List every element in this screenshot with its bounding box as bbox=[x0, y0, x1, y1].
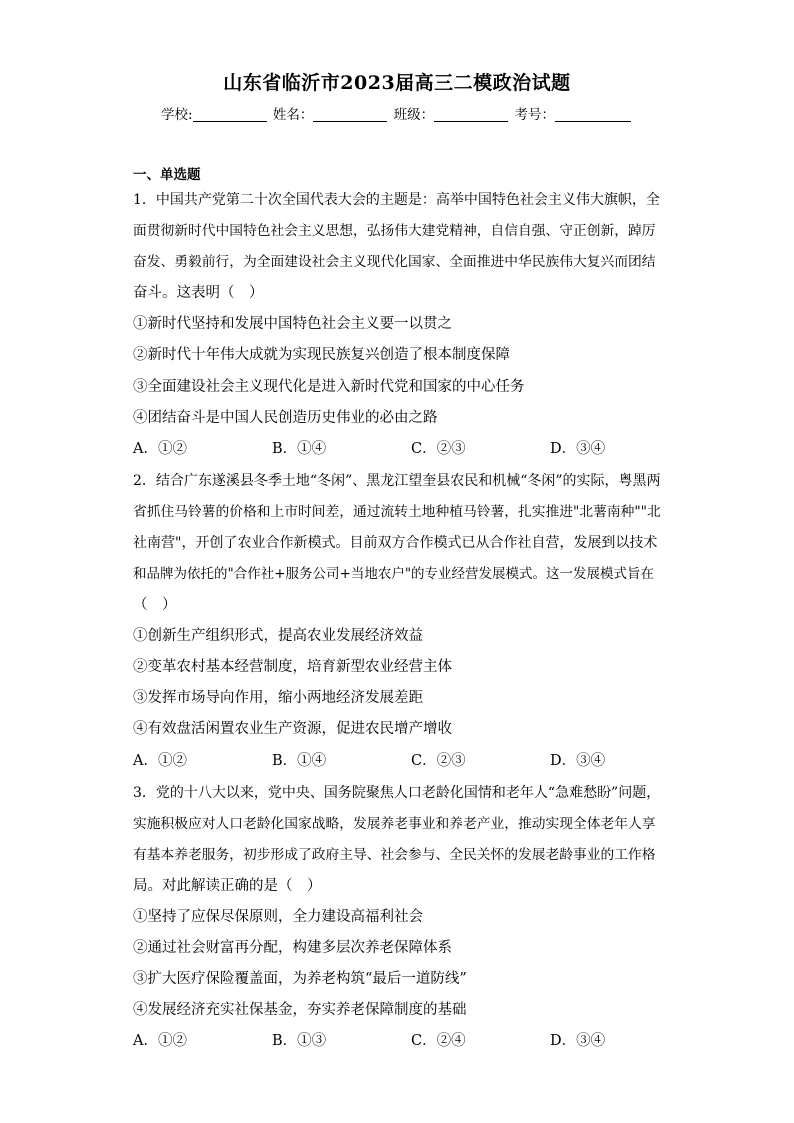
school-label: 学校: bbox=[161, 107, 193, 123]
statement-item: ①坚持了应保尽保原则，全力建设高福利社会 bbox=[133, 909, 423, 925]
statement-item: ③发挥市场导向作用，缩小两地经济发展差距 bbox=[133, 690, 423, 706]
question-text-line: 面贯彻新时代中国特色社会主义思想，弘扬伟大建党精神，自信自强、守正创新，踔厉 bbox=[133, 223, 656, 239]
option-c[interactable]: C．②④ bbox=[411, 1033, 466, 1049]
statement-item: ①创新生产组织形式，提高农业发展经济效益 bbox=[133, 628, 423, 644]
option-a[interactable]: A．①② bbox=[133, 753, 187, 769]
statement-item: ②新时代十年伟大成就为实现民族复兴创造了根本制度保障 bbox=[133, 347, 510, 363]
option-d[interactable]: D．③④ bbox=[550, 753, 606, 769]
question-text-line: 奋发、勇毅前行，为全面建设社会主义现代化国家、全面推进中华民族伟大复兴而团结 bbox=[133, 254, 656, 270]
statement-item: ③扩大医疗保险覆盖面，为养老构筑“最后一道防线” bbox=[133, 971, 467, 987]
class-field bbox=[394, 103, 511, 123]
option-a[interactable]: A．①② bbox=[133, 441, 187, 457]
question-text-line: 局。对此解读正确的是（ ） bbox=[133, 878, 322, 894]
question-text-line: 省抓住马铃薯的价格和上市时间差，通过流转土地种植马铃薯，扎实推进"北薯南种""北 bbox=[133, 504, 661, 520]
name-field bbox=[273, 103, 390, 123]
option-c[interactable]: C．②③ bbox=[411, 753, 466, 769]
name-label: 姓名： bbox=[272, 107, 314, 123]
statement-item: ④发展经济充实社保基金，夯实养老保障制度的基础 bbox=[133, 1002, 467, 1018]
school-field bbox=[161, 103, 269, 123]
option-a[interactable]: A．①② bbox=[133, 1033, 187, 1049]
statement-item: ③全面建设社会主义现代化是进入新时代党和国家的中心任务 bbox=[133, 379, 525, 395]
number-blank bbox=[555, 107, 631, 122]
number-label: 考号： bbox=[514, 107, 555, 123]
name-blank bbox=[313, 107, 387, 122]
question-text-line: 奋斗。这表明（ ） bbox=[133, 285, 264, 301]
option-d[interactable]: D．③④ bbox=[550, 1033, 606, 1049]
class-label: 班级： bbox=[393, 107, 435, 123]
question-text-line: 2．结合广东遂溪县冬季土地“冬闲”、黑龙江望奎县农民和机械“冬闲”的实际，粤黑两 bbox=[133, 473, 661, 489]
question-text-line: 有基本养老服务，初步形成了政府主导、社会参与、全民关怀的发展老龄事业的工作格 bbox=[133, 847, 656, 863]
question-text-line: 1．中国共产党第二十次全国代表大会的主题是：高举中国特色社会主义伟大旗帜，全 bbox=[133, 192, 660, 208]
question-text-line: 社南营"，开创了农业合作新模式。目前双方合作模式已从合作社自营，发展到以技术 bbox=[133, 535, 658, 551]
school-blank bbox=[193, 107, 267, 122]
exam-title: 山东省临沂市2023届高三二模政治试题 bbox=[223, 72, 571, 94]
number-field bbox=[514, 103, 633, 123]
option-d[interactable]: D．③④ bbox=[550, 441, 606, 457]
option-c[interactable]: C．②③ bbox=[411, 441, 466, 457]
statement-item: ②变革农村基本经营制度，培育新型农业经营主体 bbox=[133, 659, 452, 675]
question-text-line: 和品牌为依托的"合作社+服务公司+当地农户"的专业经营发展模式。这一发展模式旨在 bbox=[133, 566, 655, 582]
option-b[interactable]: B．①④ bbox=[272, 441, 327, 457]
statement-item: ②通过社会财富再分配，构建多层次养老保障体系 bbox=[133, 940, 452, 956]
section-title: 一、单选题 bbox=[133, 167, 201, 183]
option-b[interactable]: B．①④ bbox=[272, 753, 327, 769]
question-text-line: （ ） bbox=[133, 597, 177, 613]
statement-item: ④有效盘活闲置农业生产资源，促进农民增产增收 bbox=[133, 721, 452, 737]
statement-item: ①新时代坚持和发展中国特色社会主义要一以贯之 bbox=[133, 316, 452, 332]
student-info-row bbox=[0, 103, 794, 123]
option-b[interactable]: B．①③ bbox=[272, 1033, 327, 1049]
class-blank bbox=[434, 107, 508, 122]
statement-item: ④团结奋斗是中国人民创造历史伟业的必由之路 bbox=[133, 410, 438, 426]
question-text-line: 3．党的十八大以来，党中央、国务院聚焦人口老龄化国情和老年人“急难愁盼”问题， bbox=[133, 785, 661, 801]
question-text-line: 实施积极应对人口老龄化国家战略，发展养老事业和养老产业，推动实现全体老年人享 bbox=[133, 816, 656, 832]
